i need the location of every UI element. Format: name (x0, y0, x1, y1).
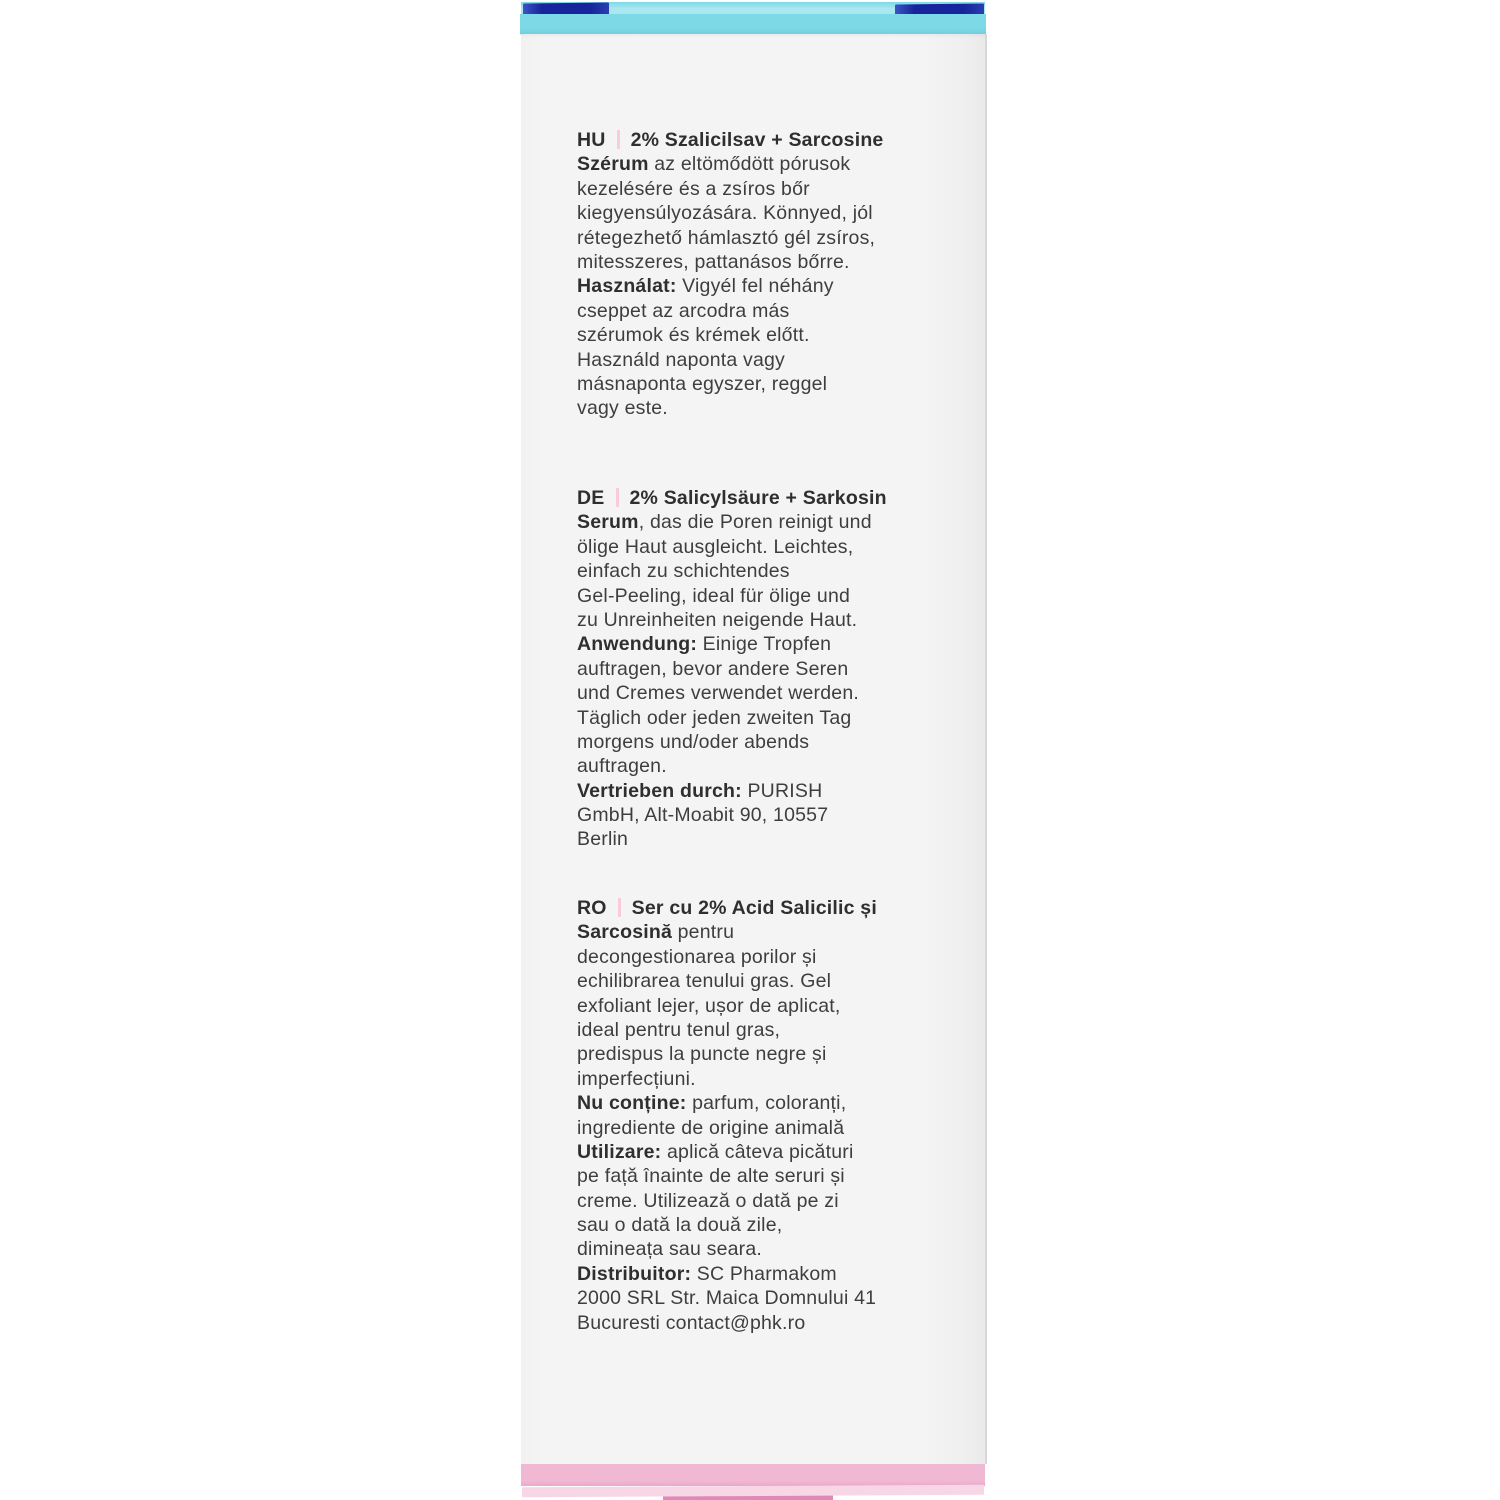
text: imperfecțiuni. (577, 1067, 696, 1090)
box-bottom-pink-flap (522, 1485, 984, 1497)
text-line (577, 1067, 977, 1091)
text-line (577, 1164, 977, 1188)
text-line (577, 250, 977, 274)
text-block-ro (577, 896, 977, 1335)
text: kezelésére és a zsíros bőr (577, 177, 810, 200)
text: einfach zu schichtendes (577, 560, 790, 583)
text: Einige Tropfen (697, 633, 832, 656)
text-line (577, 274, 977, 298)
text: mitesszeres, pattanásos bőrre. (577, 250, 850, 273)
text: szérumok és krémek előtt. (577, 324, 810, 347)
text-line (577, 969, 977, 993)
text-line (577, 803, 977, 827)
text: predispus la puncte negre și (577, 1043, 827, 1066)
text-line (577, 632, 977, 656)
text: SC Pharmakom (691, 1262, 837, 1285)
text: parfum, coloranți, (686, 1092, 847, 1115)
bold-text: RO (577, 897, 607, 919)
bold-text: Anwendung: (577, 633, 698, 656)
text-line (577, 779, 977, 803)
bold-text: Sarcosină (577, 921, 673, 944)
bold-text: HU (577, 129, 606, 151)
text: Gel-Peeling, ideal für ölige und (577, 584, 851, 607)
text-line (577, 1237, 977, 1261)
text: kiegyensúlyozására. Könnyed, jól (577, 202, 873, 225)
text: Használd naponta vagy (577, 348, 786, 371)
text-line (577, 1116, 977, 1140)
text: auftragen. (577, 755, 667, 778)
bold-text: Distribuitor: (577, 1262, 692, 1285)
text: ölige Haut ausgleicht. Leichtes, (577, 535, 854, 558)
text-line (577, 1018, 977, 1042)
text: Vigyél fel néhány (676, 275, 834, 298)
text: sau o dată la două zile, (577, 1214, 783, 1237)
language-divider (618, 898, 621, 917)
text-line (577, 510, 977, 534)
language-divider (617, 130, 620, 149)
text-line (577, 584, 977, 608)
text-line (577, 128, 977, 152)
bold-text: Serum (577, 511, 639, 534)
text: zu Unreinheiten neigende Haut. (577, 608, 858, 631)
text: cseppet az arcodra más (577, 299, 790, 322)
text-line (577, 535, 977, 559)
bold-text: 2% Salicylsäure + Sarkosin (629, 487, 887, 509)
text-line (577, 299, 977, 323)
box-top-cyan-strip (520, 14, 986, 34)
text: creme. Utilizează o dată pe zi (577, 1189, 839, 1212)
text-line (577, 681, 977, 705)
bold-text: 2% Szalicilsav + Sarcosine (630, 129, 884, 151)
text-line (577, 559, 977, 583)
text: Bucuresti contact@phk.ro (577, 1311, 806, 1334)
text-line (577, 1213, 977, 1237)
text-line (577, 1311, 977, 1335)
text: 2000 SRL Str. Maica Domnului 41 (577, 1287, 877, 1310)
bold-text: Használat: (577, 275, 677, 298)
text: GmbH, Alt-Moabit 90, 10557 (577, 804, 829, 827)
text: vagy este. (577, 397, 668, 420)
text: PURISH (741, 779, 823, 802)
text-line (577, 994, 977, 1018)
text: pe față înainte de alte seruri și (577, 1165, 845, 1188)
text-line (577, 920, 977, 944)
text-line (577, 1189, 977, 1213)
text-line (577, 1140, 977, 1164)
text: morgens und/oder abends (577, 730, 810, 753)
text-line (577, 152, 977, 176)
bold-text: DE (577, 487, 605, 509)
text: ingrediente de origine animală (577, 1116, 845, 1139)
text-line (577, 1262, 977, 1286)
text: auftragen, bevor andere Seren (577, 657, 849, 680)
language-divider (616, 488, 619, 507)
text-line (577, 177, 977, 201)
text-line (577, 1286, 977, 1310)
text: exfoliant lejer, ușor de aplicat, (577, 994, 841, 1017)
text: echilibrarea tenului gras. Gel (577, 970, 832, 993)
bold-text: Utilizare: (577, 1140, 662, 1163)
text-line (577, 226, 977, 250)
text: az eltömődött pórusok (648, 153, 851, 176)
text-line (577, 323, 977, 347)
text-block-hu (577, 128, 977, 421)
box-bottom-pink-strip (521, 1464, 985, 1486)
text-line (577, 396, 977, 420)
text-line (577, 1042, 977, 1066)
text: pentru (672, 921, 735, 944)
text-line (577, 486, 977, 510)
text-line (577, 896, 977, 920)
text: aplică câteva picături (661, 1140, 854, 1163)
text: , das die Poren reinigt und (638, 511, 872, 534)
text: Berlin (577, 828, 629, 851)
text-line (577, 1091, 977, 1115)
text-line (577, 706, 977, 730)
text: rétegezhető hámlasztó gél zsíros, (577, 226, 876, 249)
text-block-de (577, 486, 977, 852)
text-line (577, 754, 977, 778)
text-line (577, 608, 977, 632)
text: und Cremes verwendet werden. (577, 682, 859, 705)
bold-text: Szérum (577, 153, 649, 176)
bold-text: Ser cu 2% Acid Salicilic și (631, 897, 877, 919)
text-line (577, 348, 977, 372)
text-line (577, 827, 977, 851)
text: ideal pentru tenul gras, (577, 1018, 781, 1041)
text-line (577, 945, 977, 969)
text-line (577, 201, 977, 225)
text: dimineața sau seara. (577, 1238, 763, 1261)
text-line (577, 657, 977, 681)
text: Täglich oder jeden zweiten Tag (577, 706, 852, 729)
bold-text: Nu conține: (577, 1092, 687, 1115)
text: másnaponta egyszer, reggel (577, 372, 828, 395)
bold-text: Vertrieben durch: (577, 779, 742, 802)
text-line (577, 372, 977, 396)
text: decongestionarea porilor și (577, 945, 817, 968)
text-line (577, 730, 977, 754)
